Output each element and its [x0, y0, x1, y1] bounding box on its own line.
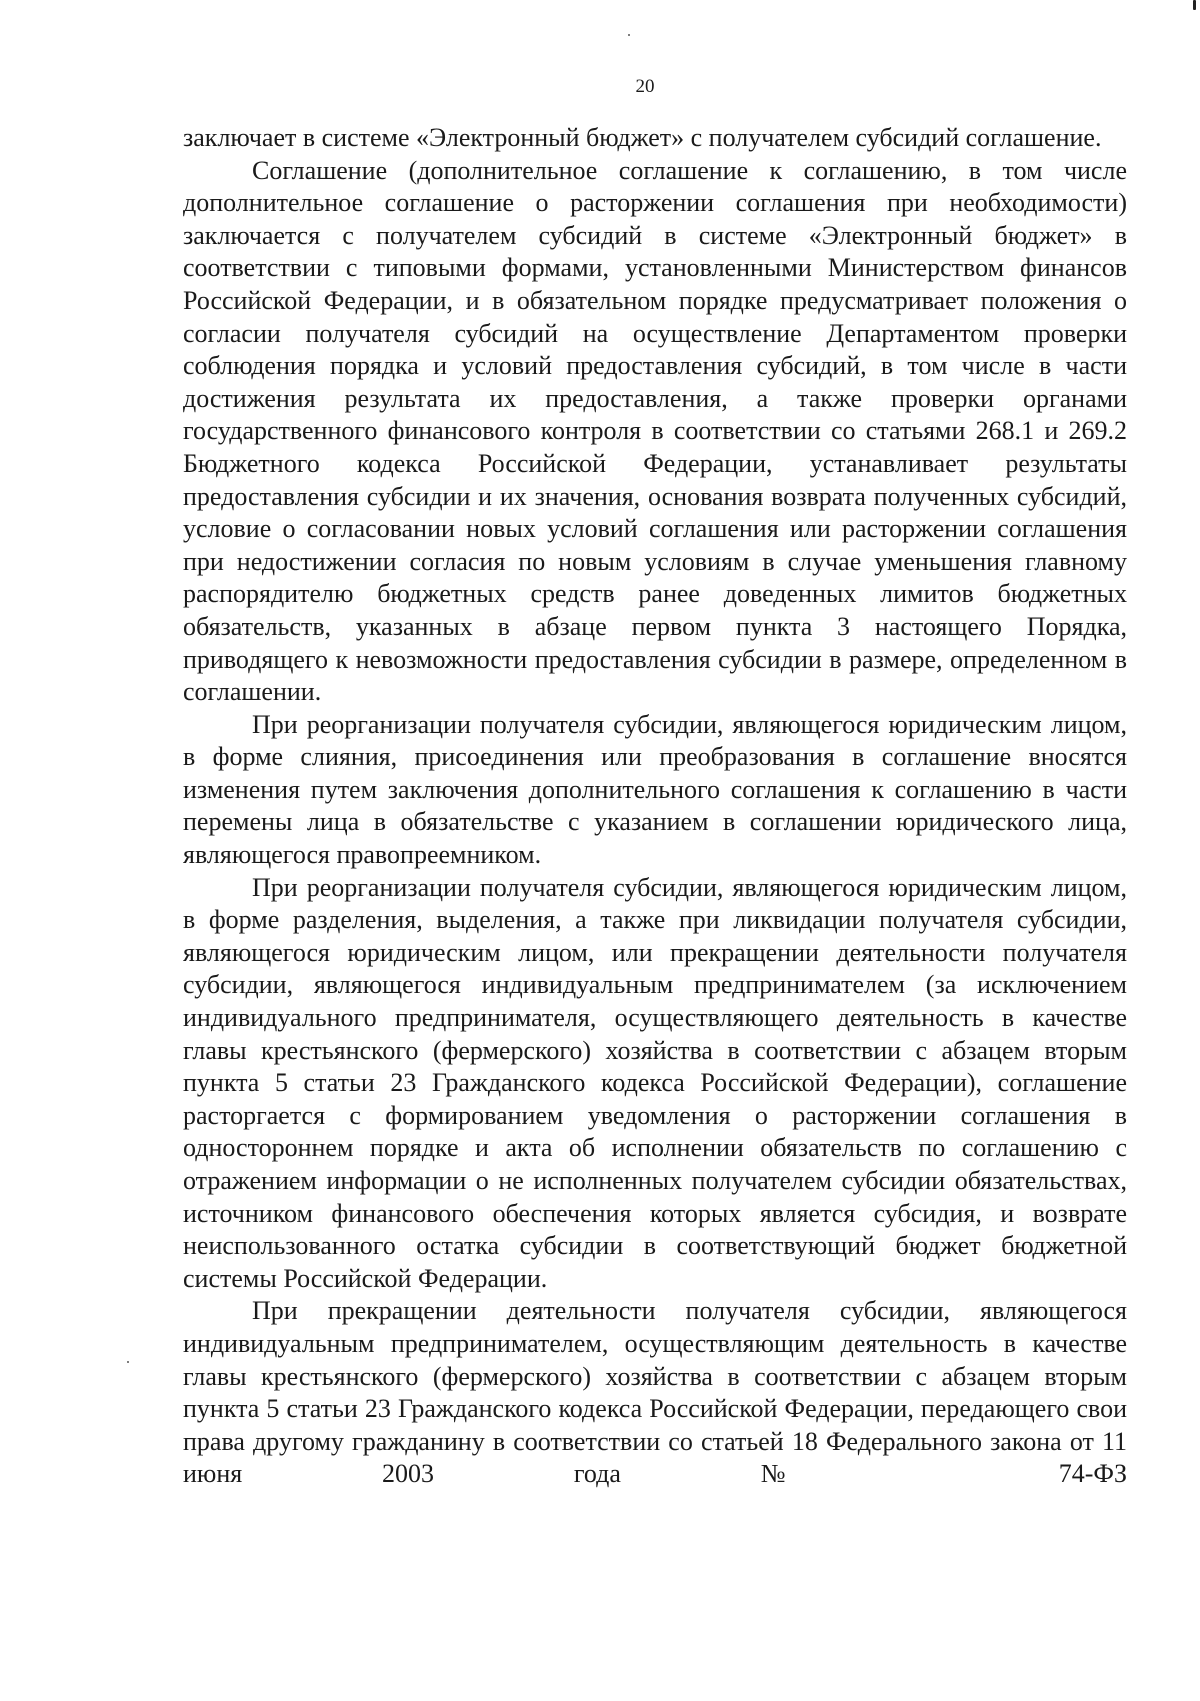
scan-dot-mark	[127, 1361, 129, 1363]
paragraph-continuation: заключает в системе «Электронный бюджет» с получателем субсидий соглашение.	[183, 123, 1102, 152]
paragraph-termination-farm: При прекращении деятельности получателя субсидии, являющегося индивидуальным предпринимателем, осуществляющим деятельность в качестве главы крестьянского (фермерского) хозяйства в соответствии с абзацем вторым пункта 5 статьи 23 Гражданского кодекса Российской Федерации, передающего свои права другому гражданину в соответствии со статьей 18 Федерального закона от 11 июня 2003 года № 74-ФЗ	[183, 1296, 1127, 1489]
paragraph-reorganization-merger: При реорганизации получателя субсидии, являющегося юридическим лицом, в форме слияния, присоединения или преобразования в соглашение вносятся изменения путем заключения дополнительного соглашения к соглашению в части перемены лица в обязательстве с указанием в соглашении юридического лица, являющегося правопреемником.	[183, 709, 1127, 870]
paragraph-reorganization-division: При реорганизации получателя субсидии, являющегося юридическим лицом, в форме разделения, выделения, а также при ликвидации получателя субсидии, являющегося юридическим лицом, или прекращении деятельности получателя субсидии, являющегося индивидуальным предпринимателем (за исключением индивидуального предпринимателя, осуществляющего деятельность в качестве главы крестьянского (фермерского) хозяйства в соответствии с абзацем вторым пункта 5 статьи 23 Гражданского кодекса Российской Федерации), соглашение расторгается с формированием уведомления о расторжении соглашения в одностороннем порядке и акта об исполнении обязательств по соглашению с отражением информации о не исполненных получателем субсидии обязательствах, источником финансового обеспечения которых является субсидия, и возврате неиспользованного остатка субсидии в соответствующий бюджет бюджетной системы Российской Федерации.	[183, 872, 1127, 1293]
scan-edge-mark	[1193, 0, 1196, 10]
body-text	[183, 122, 1127, 1491]
scan-dot-mark	[628, 34, 630, 36]
paragraph-agreement-terms: Соглашение (дополнительное соглашение к соглашению, в том числе дополнительное соглашение о расторжении соглашения при необходимости) заключается с получателем субсидий в системе «Электронный бюджет» в соответствии с типовыми формами, установленными Министерством финансов Российской Федерации, и в обязательном порядке предусматривает положения о согласии получателя субсидий на осуществление Департаментом проверки соблюдения порядка и условий предоставления субсидий, в том числе в части достижения результата их предоставления, а также проверки органами государственного финансового контроля в соответствии со статьями 268.1 и 269.2 Бюджетного кодекса Российской Федерации, устанавливает результаты предоставления субсидии и их значения, основания возврата полученных субсидий, условие о согласовании новых условий соглашения или расторжении соглашения при недостижении согласия по новым условиям в случае уменьшения главному распорядителю бюджетных средств ранее доведенных лимитов бюджетных обязательств, указанных в абзаце первом пункта 3 настоящего Порядка, приводящего к невозможности предоставления субсидии в размере, определенном в соглашении.	[183, 155, 1127, 707]
page-number: 20	[635, 76, 655, 97]
